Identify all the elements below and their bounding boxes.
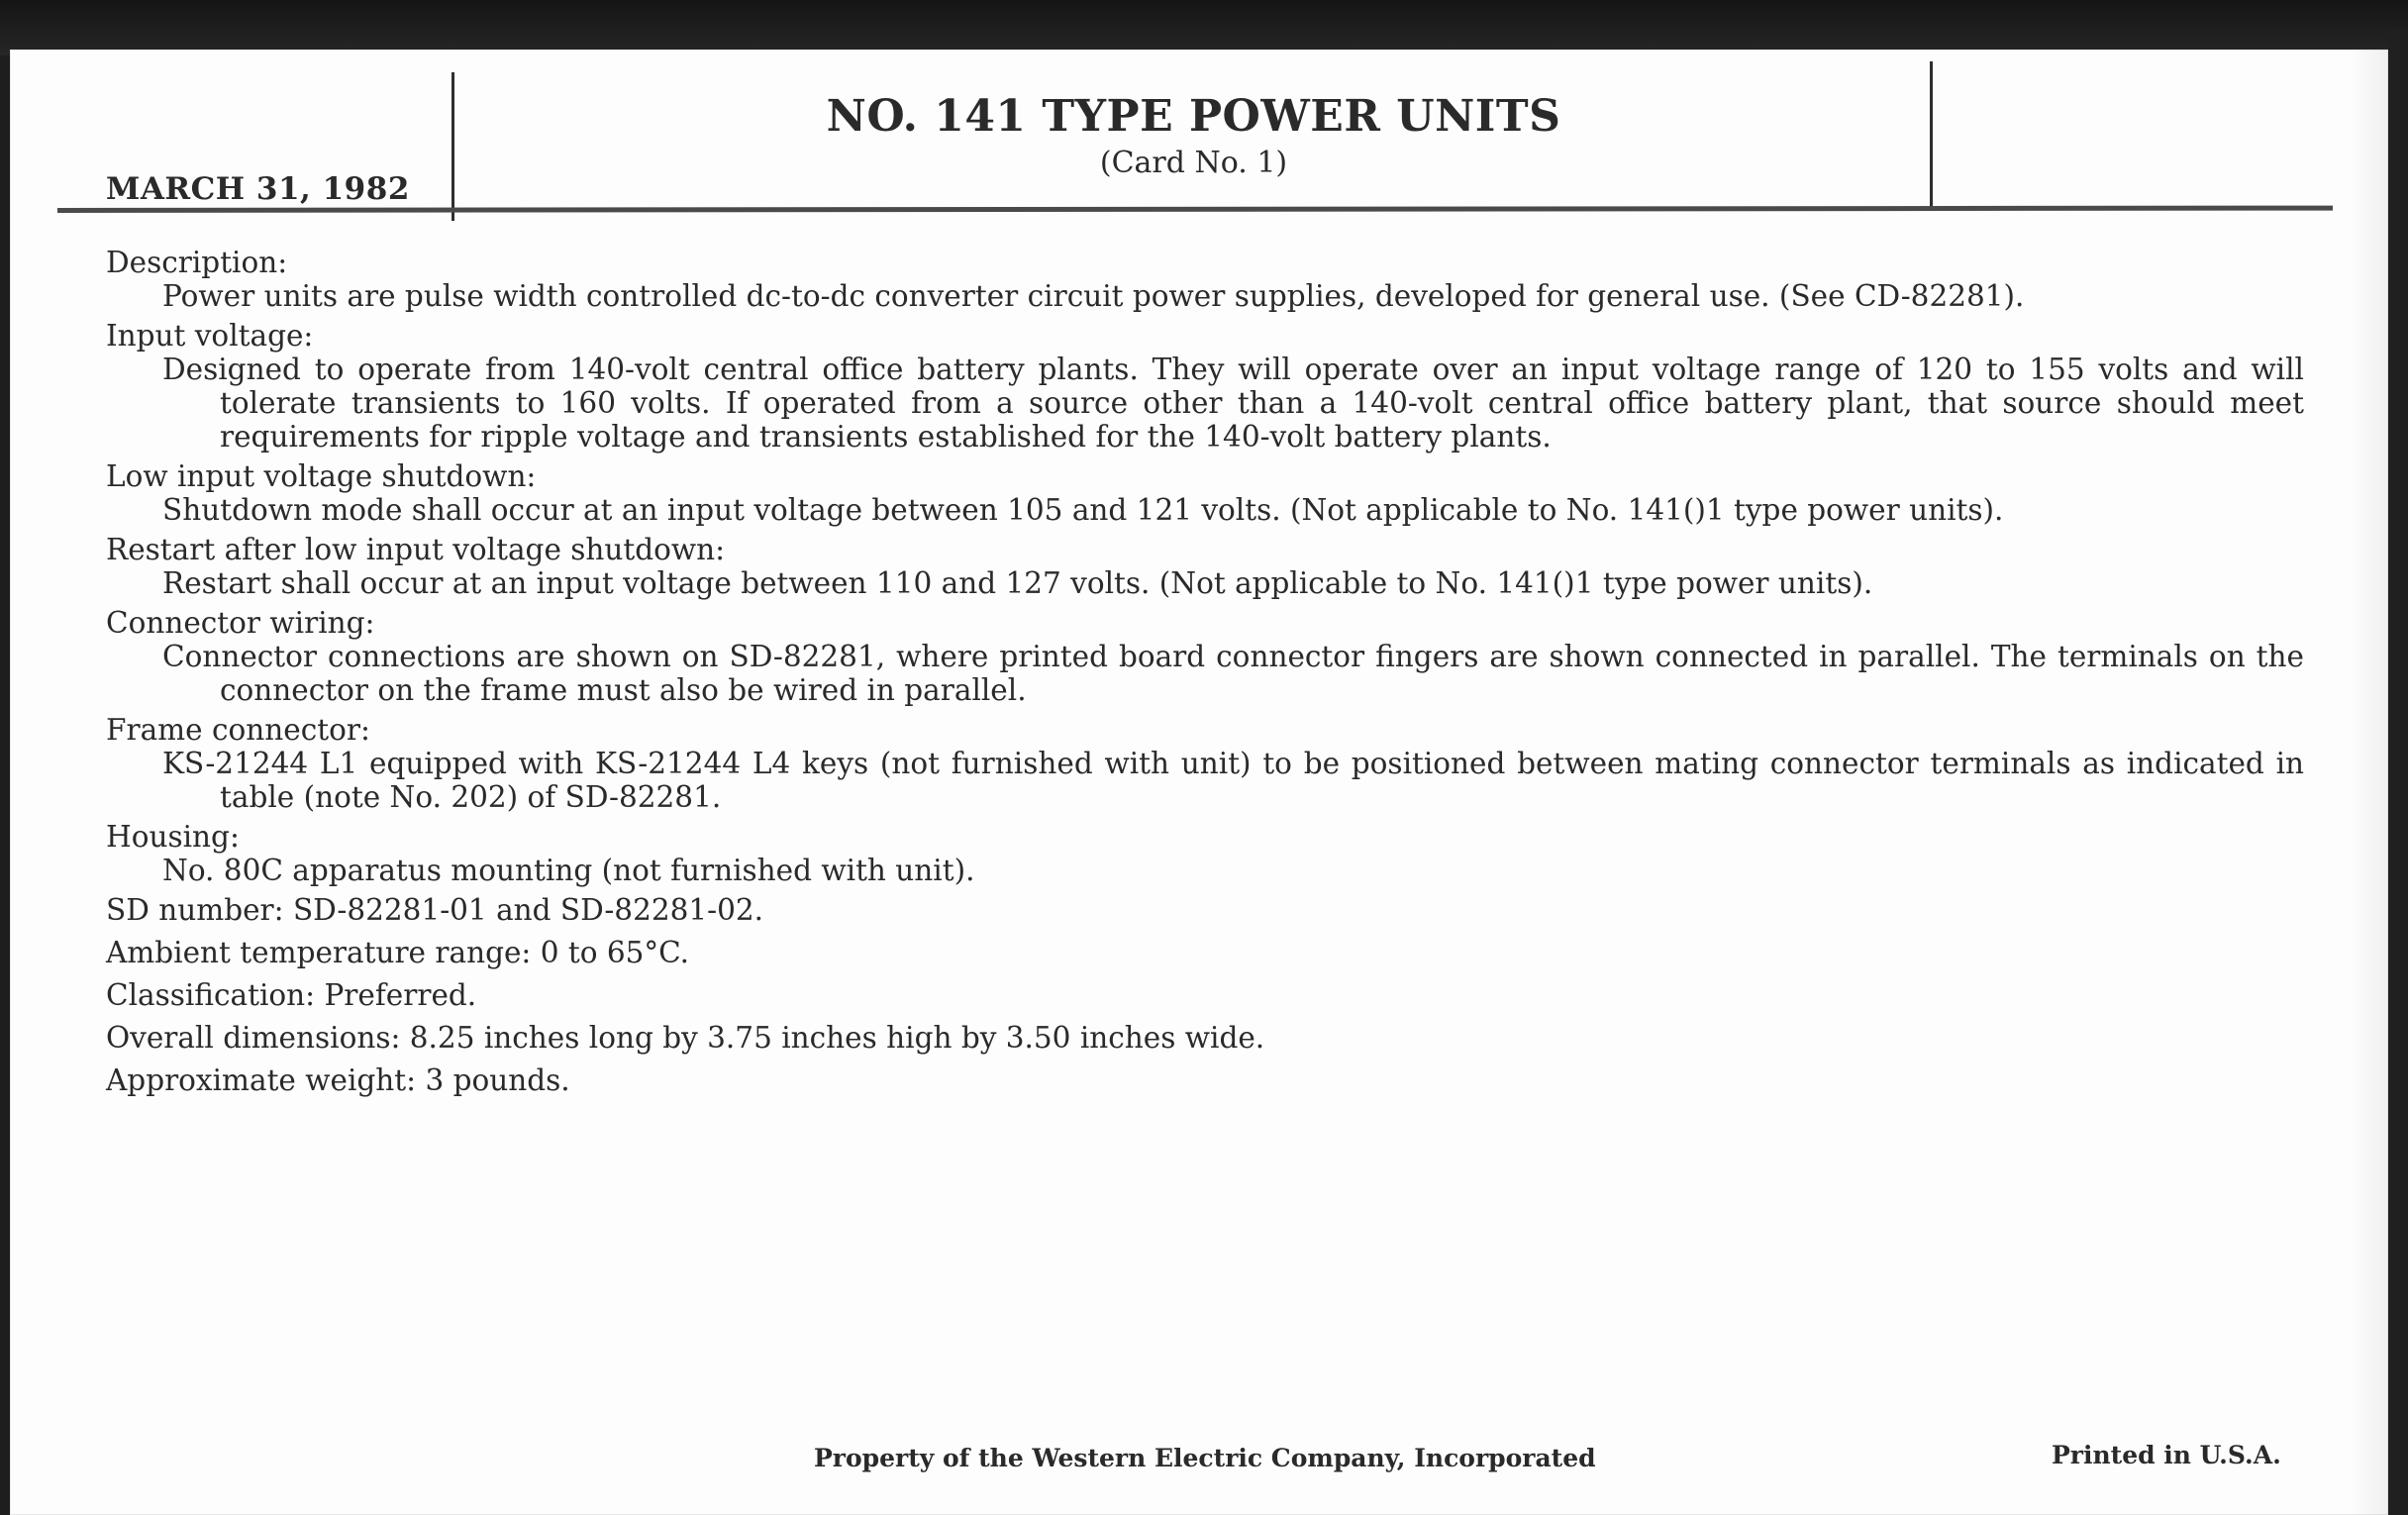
section-restart	[106, 533, 2304, 600]
section-text: Restart shall occur at an input voltage between 110 and 127 volts. (Not applicable to No. 141()1 type power units).	[162, 566, 1873, 600]
section-input-voltage	[106, 319, 2304, 454]
section-low-input-shutdown	[106, 459, 2304, 527]
section-connector-wiring	[106, 606, 2304, 707]
section-description	[106, 246, 2304, 313]
section-housing	[106, 820, 2304, 887]
section-text: Power units are pulse width controlled dc-to-dc converter circuit power supplies, developed for general use. (See CD-82281).	[162, 279, 2025, 313]
spec-weight: Approximate weight: 3 pounds.	[106, 1063, 570, 1097]
spec-sd-number: SD number: SD-82281-01 and SD-82281-02.	[106, 893, 764, 927]
footer-printed-in: Printed in U.S.A.	[2052, 1441, 2281, 1469]
footer-property-notice: Property of the Western Electric Company, Incorporated	[814, 1444, 1596, 1472]
document-title: NO. 141 TYPE POWER UNITS	[826, 91, 1561, 142]
section-label: Description:	[106, 246, 288, 279]
section-text: No. 80C apparatus mounting (not furnished with unit).	[162, 854, 975, 887]
document-card	[10, 50, 2388, 1515]
document-date: MARCH 31, 1982	[106, 171, 410, 207]
scan-right-border	[2388, 30, 2408, 1515]
section-frame-connector	[106, 713, 2304, 814]
section-label: Low input voltage shutdown:	[106, 459, 537, 493]
section-text: KS-21244 L1 equipped with KS-21244 L4 keys (not furnished with unit) to be positioned between mating connector terminals as indicated in table (note No. 202) of SD-82281.	[162, 747, 2304, 814]
header-rule	[57, 206, 2333, 213]
section-label: Input voltage:	[106, 319, 314, 353]
scan-top-border	[0, 0, 2408, 55]
header-divider-left	[452, 72, 454, 221]
section-text: Designed to operate from 140-volt central office battery plants. They will operate over an input voltage range of 120 to 155 volts and will tolerate transients to 160 volts. If operated from a source other than a 140-volt central office battery plant, that source should meet requirements for ripple voltage and transients established for the 140-volt battery plants.	[162, 353, 2304, 454]
card-number: (Card No. 1)	[1099, 145, 1288, 180]
spec-classification: Classification: Preferred.	[106, 978, 477, 1012]
spec-ambient-temperature: Ambient temperature range: 0 to 65°C.	[106, 936, 690, 969]
section-text: Connector connections are shown on SD-82281, where printed board connector fingers are shown connected in parallel. The terminals on the connector on the frame must also be wired in parallel.	[162, 640, 2304, 707]
document-body	[106, 246, 2304, 1106]
section-label: Housing:	[106, 820, 240, 854]
section-label: Restart after low input voltage shutdown:	[106, 533, 726, 566]
title-block	[457, 91, 1930, 181]
header-divider-right	[1930, 61, 1933, 210]
section-label: Connector wiring:	[106, 606, 375, 640]
section-text: Shutdown mode shall occur at an input voltage between 105 and 121 volts. (Not applicable to No. 141()1 type power units).	[162, 493, 2004, 527]
section-label: Frame connector:	[106, 713, 370, 747]
spec-dimensions: Overall dimensions: 8.25 inches long by 3.75 inches high by 3.50 inches wide.	[106, 1021, 1265, 1055]
